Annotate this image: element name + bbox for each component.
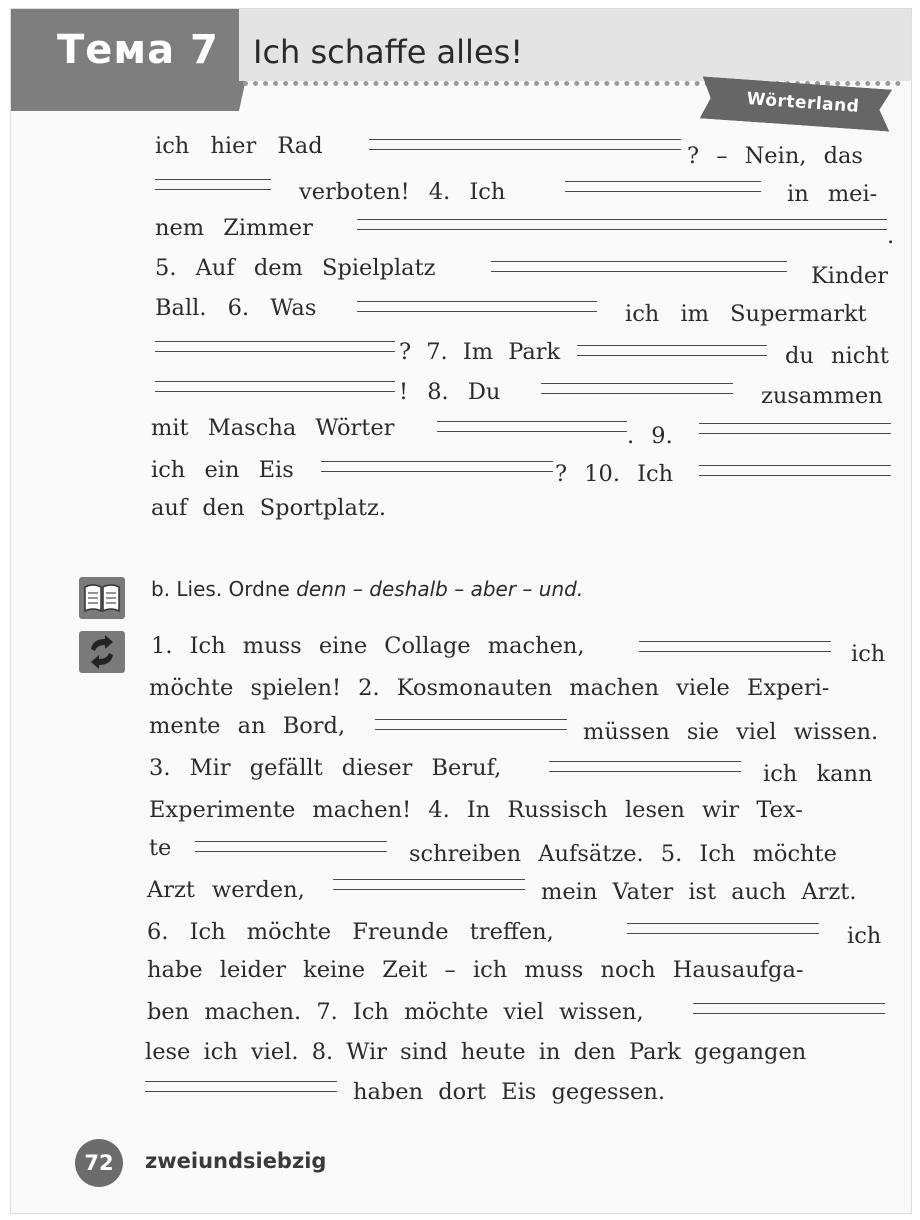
answer-blank[interactable] — [577, 345, 767, 356]
answer-blank[interactable] — [699, 423, 891, 434]
instruction-prefix: b. Lies. Ordne — [151, 577, 290, 601]
answer-blank[interactable] — [357, 301, 597, 312]
answer-blank[interactable] — [155, 341, 395, 352]
text-line: ich kann — [763, 761, 873, 787]
topic-label: Тема 7 — [57, 27, 219, 73]
answer-blank[interactable] — [693, 1003, 885, 1014]
answer-blank[interactable] — [369, 139, 681, 150]
answer-blank[interactable] — [627, 923, 819, 934]
text-line: in mei- — [787, 181, 878, 207]
answer-blank[interactable] — [155, 179, 271, 190]
text-line: mit Mascha Wörter — [151, 415, 395, 441]
text-line: mein Vater ist auch Arzt. — [541, 879, 857, 905]
answer-blank[interactable] — [195, 841, 387, 852]
exercise-instruction — [151, 577, 583, 601]
text-line: ich ein Eis — [151, 457, 294, 483]
text-line: Ball. 6. Was — [155, 295, 317, 321]
page-number-word: zweiundsiebzig — [145, 1149, 327, 1173]
answer-blank[interactable] — [541, 383, 733, 394]
answer-blank[interactable] — [491, 261, 787, 272]
answer-blank[interactable] — [699, 465, 891, 476]
text-line: Arzt werden, — [147, 877, 305, 903]
text-line: 3. Mir gefällt dieser Beruf, — [149, 755, 502, 781]
text-line: te — [149, 835, 172, 861]
text-line: mente an Bord, — [149, 713, 346, 739]
text-line: ? – Nein, das — [687, 143, 863, 169]
text-line: ! 8. Du — [399, 379, 501, 405]
text-line: ich — [851, 641, 886, 667]
text-line: ich hier Rad — [155, 133, 323, 159]
workbook-page — [10, 8, 912, 1214]
text-line: auf den Sportplatz. — [151, 495, 386, 521]
text-line: zusammen — [761, 383, 883, 409]
text-line: ? 7. Im Park — [399, 339, 561, 365]
answer-blank[interactable] — [549, 761, 741, 772]
exchange-arrows-icon — [79, 631, 125, 673]
text-line: nem Zimmer — [155, 215, 313, 241]
book-icon — [79, 577, 125, 619]
answer-blank[interactable] — [357, 219, 887, 230]
page-number-badge: 72 — [75, 1139, 123, 1187]
text-line: Experimente machen! 4. In Russisch lesen wir Tex- — [149, 797, 803, 823]
answer-blank[interactable] — [437, 421, 627, 432]
answer-blank[interactable] — [321, 461, 553, 472]
text-line: . — [887, 223, 895, 249]
text-line: 6. Ich möchte Freunde treffen, — [147, 919, 554, 945]
text-line: lese ich viel. 8. Wir sind heute in den Park gegangen — [145, 1039, 807, 1065]
text-line: Kinder — [811, 263, 888, 289]
text-line: müssen sie viel wissen. — [583, 719, 879, 745]
ribbon-label: Wörterland — [746, 89, 860, 117]
text-line: schreiben Aufsätze. 5. Ich möchte — [409, 841, 837, 867]
page-title: Ich schaffe alles! — [253, 33, 524, 71]
text-line: haben dort Eis gegessen. — [353, 1079, 665, 1105]
text-line: möchte spielen! 2. Kosmonauten machen viele Experi- — [149, 675, 830, 701]
text-line: ich im Supermarkt — [625, 301, 867, 327]
text-line: ? 10. Ich — [555, 461, 674, 487]
answer-blank[interactable] — [145, 1081, 337, 1092]
text-line: . 9. — [627, 423, 673, 449]
answer-blank[interactable] — [639, 641, 831, 652]
answer-blank[interactable] — [375, 719, 567, 730]
text-line: 1. Ich muss eine Collage machen, — [151, 633, 585, 659]
text-line: habe leider keine Zeit – ich muss noch Hausaufga- — [147, 957, 804, 983]
answer-blank[interactable] — [565, 181, 761, 192]
text-line: du nicht — [785, 343, 889, 369]
answer-blank[interactable] — [155, 381, 395, 392]
instruction-words: denn – deshalb – aber – und. — [296, 577, 584, 601]
text-line: ben machen. 7. Ich möchte viel wissen, — [147, 999, 644, 1025]
text-line: ich — [847, 923, 882, 949]
text-line: verboten! 4. Ich — [299, 179, 506, 205]
text-line: 5. Auf dem Spielplatz — [155, 255, 436, 281]
answer-blank[interactable] — [333, 879, 525, 890]
